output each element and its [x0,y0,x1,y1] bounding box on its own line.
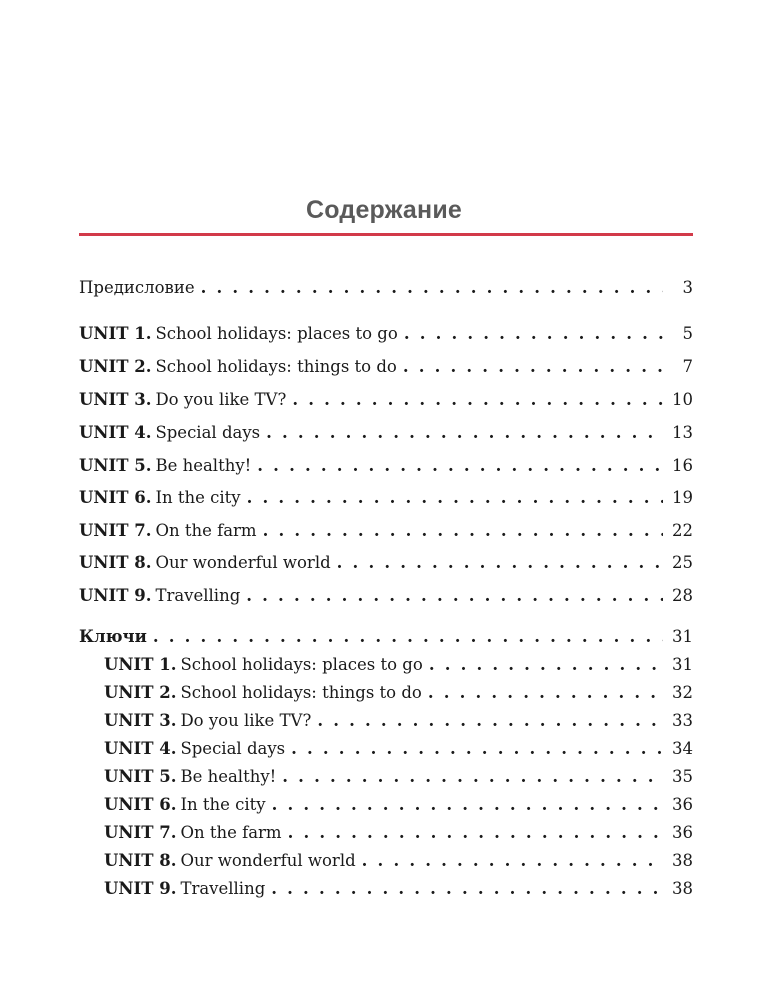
page-number: 33 [672,711,693,730]
toc-entry [104,737,285,761]
toc-row-unit-6[interactable] [79,486,693,510]
unit-title: School holidays: places to go [155,324,398,343]
dot-leader [292,388,663,412]
toc-row-unit-4[interactable] [79,421,693,445]
unit-title: School holidays: things to do [155,357,397,376]
unit-title: Our wonderful world [180,851,356,870]
dot-leader [271,877,663,901]
toc-entry [104,709,311,733]
toc-row-key-unit-7[interactable] [104,821,693,845]
unit-label: UNIT 7. [79,521,152,540]
dot-leader [266,421,663,445]
unit-label: UNIT 6. [79,488,152,507]
toc-entry [79,551,331,575]
unit-title: Our wonderful world [155,553,331,572]
page-number: 32 [672,683,693,702]
unit-title: Special days [180,739,286,758]
toc-entry [79,519,257,543]
unit-title: In the city [180,795,266,814]
unit-label: UNIT 8. [104,851,177,870]
unit-label: UNIT 9. [79,586,152,605]
unit-label: UNIT 7. [104,823,177,842]
unit-label: UNIT 8. [79,553,152,572]
unit-title: School holidays: things to do [180,683,422,702]
dot-leader [291,737,663,761]
toc-entry [79,486,241,510]
toc-entry [79,421,260,445]
page-number: 38 [672,879,693,898]
dot-leader [257,454,663,478]
dot-leader [428,681,663,705]
toc-entry [79,454,251,478]
dot-leader [317,709,663,733]
page-number: 19 [672,488,693,507]
dot-leader [404,322,663,346]
toc-row-unit-9[interactable] [79,584,693,608]
unit-label: UNIT 9. [104,879,177,898]
unit-title: Do you like TV? [155,390,287,409]
unit-label: UNIT 2. [79,357,152,376]
page-number: 35 [672,767,693,786]
page-number: 28 [672,586,693,605]
toc-entry [79,388,286,412]
unit-title: School holidays: places to go [180,655,423,674]
toc-row-keys[interactable] [79,625,693,649]
unit-label: UNIT 6. [104,795,177,814]
toc-row-key-unit-1[interactable] [104,653,693,677]
toc-row-unit-1[interactable] [79,322,693,346]
toc-entry [104,821,282,845]
toc-entry [104,653,423,677]
unit-label: UNIT 4. [104,739,177,758]
dot-leader [272,793,663,817]
toc-row-unit-3[interactable] [79,388,693,412]
page-number: 31 [672,655,693,674]
unit-label: UNIT 4. [79,423,152,442]
page-number: 25 [672,553,693,572]
dot-leader [362,849,663,873]
toc-entry [79,322,398,346]
unit-label: UNIT 3. [104,711,177,730]
dot-leader [282,765,663,789]
toc-entry [104,849,356,873]
toc-entry [79,584,240,608]
page-number: 36 [672,795,693,814]
unit-label: UNIT 5. [104,767,177,786]
toc-row-key-unit-4[interactable] [104,737,693,761]
unit-label: UNIT 2. [104,683,177,702]
toc-row-unit-8[interactable] [79,551,693,575]
toc-entry [104,681,422,705]
toc-entry-label: Ключи [79,627,147,646]
page-number: 3 [682,278,693,297]
toc-entry [79,355,397,379]
unit-title: On the farm [155,521,257,540]
toc-row-preface[interactable] [79,276,693,300]
dot-leader [201,276,663,300]
unit-title: Do you like TV? [180,711,312,730]
page-title: Содержание [305,196,463,224]
unit-title: Be healthy! [180,767,277,786]
unit-title: On the farm [180,823,282,842]
dot-leader [403,355,663,379]
unit-title: Be healthy! [155,456,252,475]
page-number: 36 [672,823,693,842]
toc-entry [104,765,276,789]
toc-entry [104,793,266,817]
unit-title: Travelling [155,586,241,605]
toc-entry [104,877,265,901]
toc-row-key-unit-6[interactable] [104,793,693,817]
title-underline [79,233,693,236]
toc-row-key-unit-2[interactable] [104,681,693,705]
toc-row-key-unit-9[interactable] [104,877,693,901]
page-number: 38 [672,851,693,870]
toc-row-key-unit-3[interactable] [104,709,693,733]
page-number: 7 [682,357,693,376]
unit-title: Special days [155,423,261,442]
page-number: 31 [672,627,693,646]
dot-leader [263,519,663,543]
unit-label: UNIT 5. [79,456,152,475]
page-number: 10 [672,390,693,409]
page-number: 34 [672,739,693,758]
unit-title: Travelling [180,879,266,898]
unit-title: In the city [155,488,241,507]
unit-label: UNIT 1. [104,655,177,674]
dot-leader [337,551,663,575]
toc-row-key-unit-8[interactable] [104,849,693,873]
dot-leader [288,821,663,845]
toc-entry-label: Предисловие [79,278,195,297]
dot-leader [153,625,663,649]
page-number: 13 [672,423,693,442]
page-number: 5 [682,324,693,343]
toc-row-key-unit-5[interactable] [104,765,693,789]
unit-label: UNIT 1. [79,324,152,343]
page-number: 16 [672,456,693,475]
dot-leader [429,653,663,677]
dot-leader [247,486,663,510]
toc-row-unit-5[interactable] [79,454,693,478]
toc-row-unit-7[interactable] [79,519,693,543]
page-number: 22 [672,521,693,540]
unit-label: UNIT 3. [79,390,152,409]
toc-row-unit-2[interactable] [79,355,693,379]
dot-leader [246,584,663,608]
